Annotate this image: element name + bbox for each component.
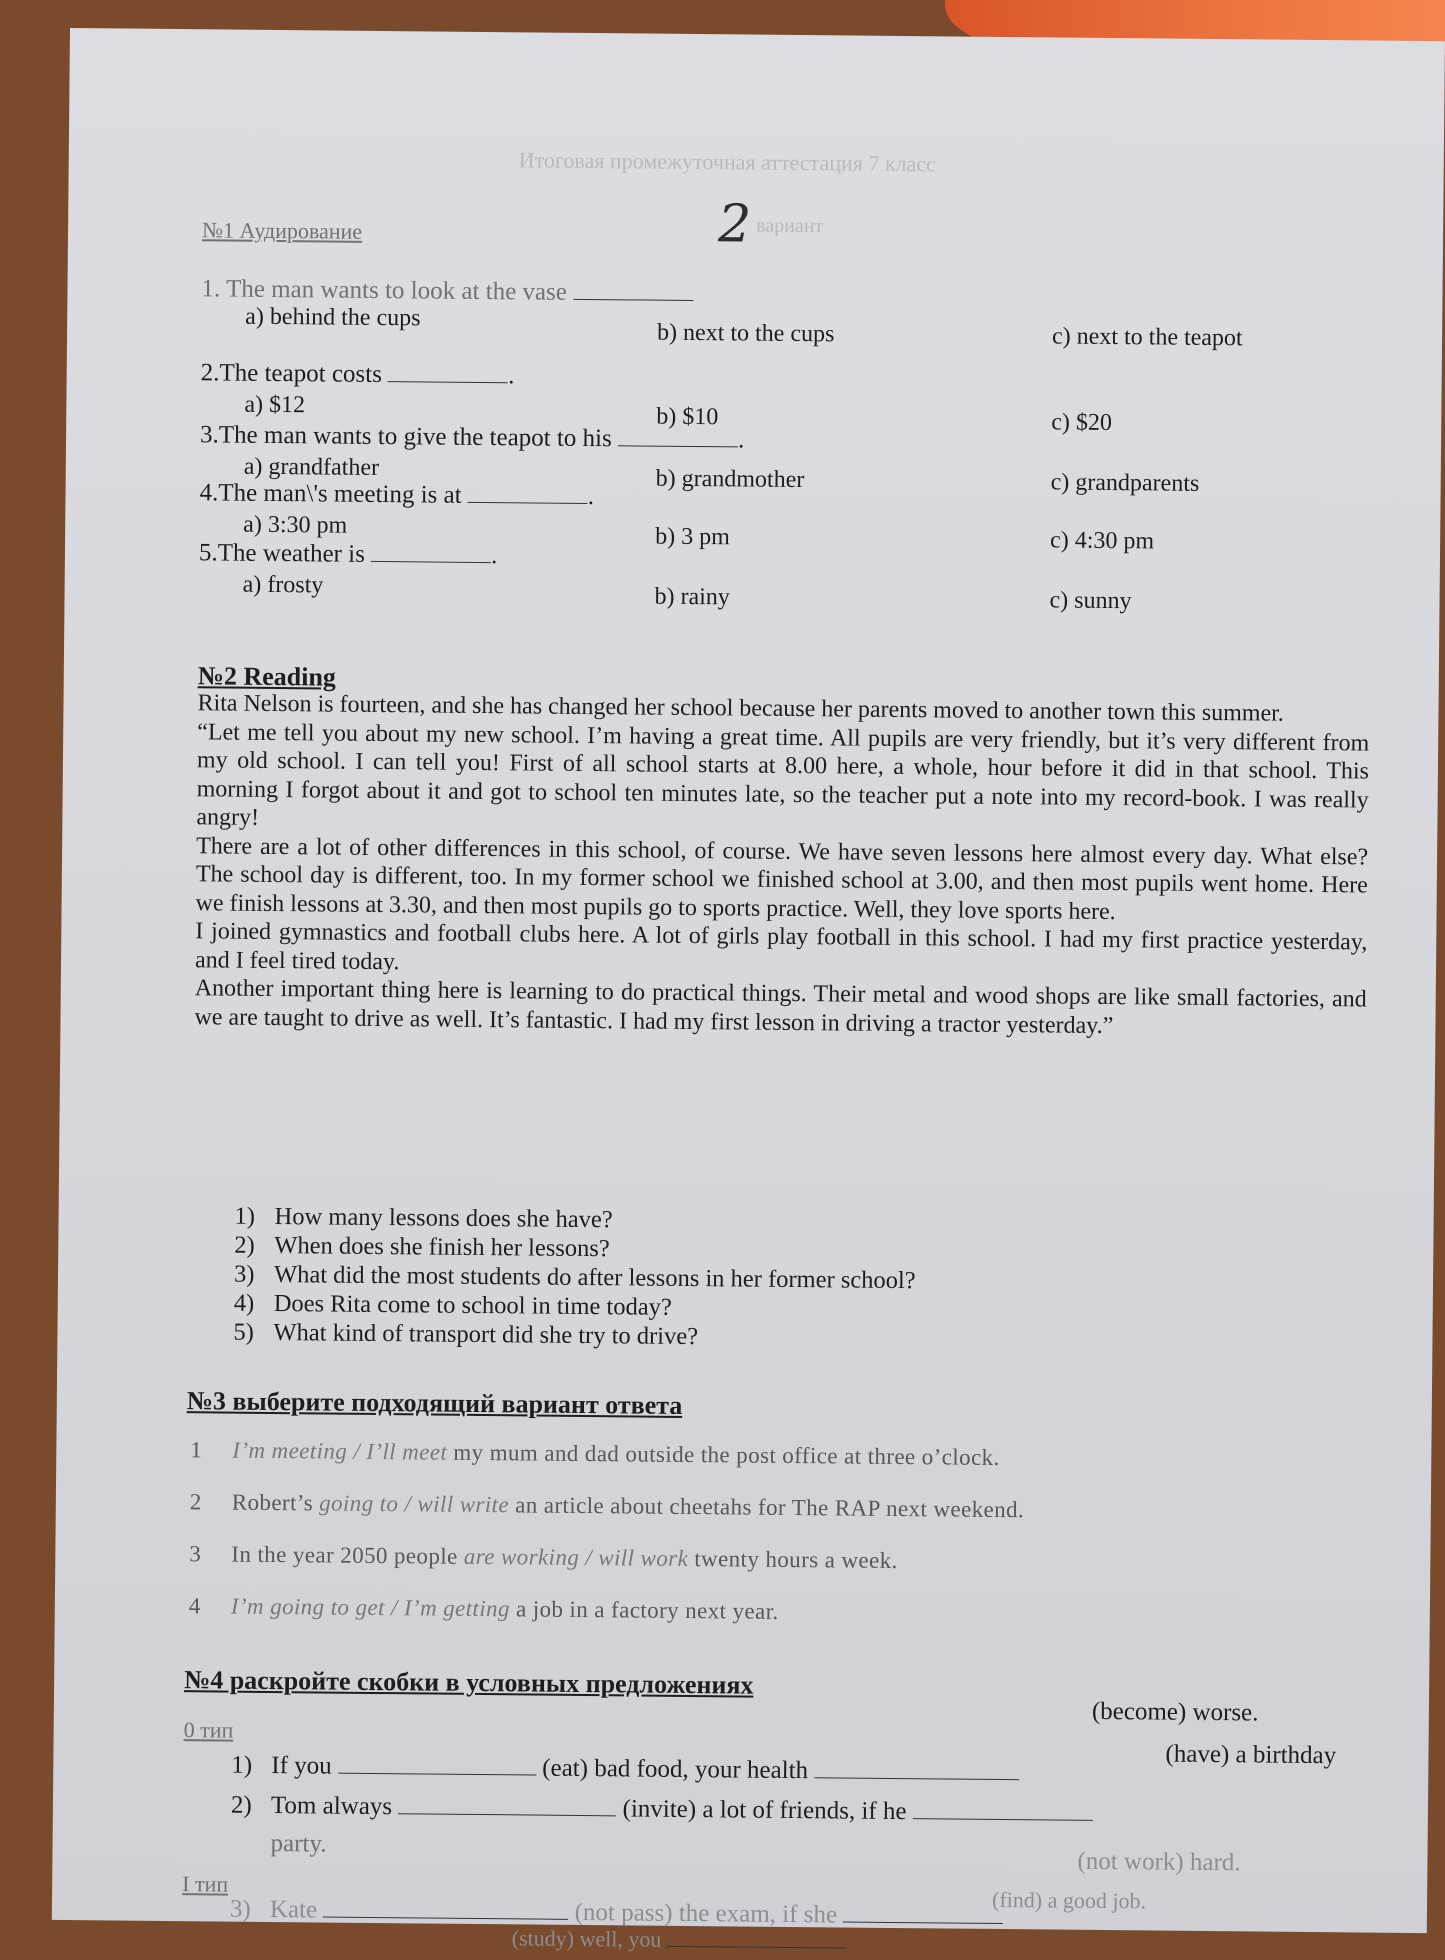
q3-option-a: a) grandfather	[243, 453, 380, 481]
q1-option-a: a) behind the cups	[245, 303, 421, 332]
exercise3-item-2: 2 Robert’s going to / will write an article about cheetahs for The RAP next weekend.	[189, 1489, 1025, 1523]
item1-bracket-become: (become) worse.	[1091, 1697, 1259, 1727]
exercise3-item-3: 3 In the year 2050 people are working / will work twenty hours a week.	[189, 1541, 898, 1574]
listening-question-3: 3.The man wants to give the teapot to his .	[199, 421, 745, 454]
reading-questions	[233, 1202, 916, 1354]
reading-paragraph: I joined gymnastics and football clubs here. A lot of girls play football in this school. I had my first practice yesterday, and I feel tired today.	[194, 918, 1368, 975]
reading-text	[194, 689, 1369, 1042]
reading-paragraph: “Let me tell you about my new school. I’m having a great time. All pupils are very friendly, but it’s very different from my old school. I can tell you! First of all school starts at 8.00 here, a whole, hour before it did in that school. This morning I forgot about it and got to school ten minutes late, so the teacher put a note into my record-book. I was really angry!	[196, 718, 1370, 831]
listening-question-2: 2.The teapot costs .	[200, 359, 515, 390]
section3-title: №3 выберите подходящий вариант ответа	[186, 1386, 683, 1420]
exercise3-item-1: 1 I’m meeting / I’ll meet my mum and dad outside the post office at three o’clock.	[190, 1437, 1000, 1470]
type0-label: 0 тип	[183, 1717, 234, 1743]
item3-bracket-not-work: (not work) hard.	[1077, 1847, 1241, 1877]
q2-option-c: c) $20	[1051, 409, 1113, 437]
reading-question: 2) When does she finish her lessons?	[234, 1231, 610, 1263]
item4-bracket-find: (find) a good job.	[991, 1886, 1147, 1914]
q3-option-c: c) grandparents	[1050, 469, 1200, 497]
worksheet-paper	[52, 28, 1445, 1952]
reading-question: 1) How many lessons does she have?	[234, 1202, 613, 1234]
reading-question: 5) What kind of transport did she try to drive?	[233, 1318, 699, 1351]
reading-paragraph: Rita Nelson is fourteen, and she has changed her school because her parents moved to another town this summer.	[197, 690, 1284, 727]
q4-option-a: a) 3:30 pm	[243, 511, 348, 539]
reading-paragraph: Another important thing here is learning to do practical things. Their metal and wood shops are like small factories, and we are taught to drive as well. It’s fantastic. I had my first lesson in driving a tractor yesterday.”	[194, 975, 1367, 1039]
q2-option-b: b) $10	[656, 403, 719, 431]
item2-bracket-have: (have) a birthday	[1165, 1740, 1337, 1770]
conditional-item-2: 2) Tom always (invite) a lot of friends, if he	[231, 1792, 1093, 1828]
reading-question: 3) What did the most students do after lessons in her former school?	[233, 1260, 916, 1295]
conditional-item-1: 1) If you (eat) bad food, your health	[231, 1752, 1019, 1788]
q4-option-b: b) 3 pm	[655, 523, 730, 551]
faded-header-title: Итоговая промежуточная аттестация 7 класс	[518, 147, 937, 177]
q1-option-b: b) next to the cups	[656, 319, 835, 348]
variant-word: вариант	[756, 214, 824, 238]
listening-question-1: 1. The man wants to look at the vase	[201, 275, 693, 308]
conditional-item-4-partial: (study) well, you	[512, 1924, 847, 1954]
q5-option-b: b) rainy	[654, 583, 731, 611]
reading-question: 4) Does Rita come to school in time today?	[233, 1289, 672, 1321]
q4-option-c: c) 4:30 pm	[1050, 527, 1155, 555]
q5-option-c: c) sunny	[1049, 587, 1132, 615]
listening-question-5: 5.The weather is .	[198, 539, 498, 570]
section1-title: №1 Аудирование	[201, 217, 363, 244]
reading-paragraph: There are a lot of other differences in this school, of course. We have seven lessons here almost every day. What else? The school day is different, too. In my former school we finished school at 3.00, and then most pupils went home. Here we finish lessons at 3.30, and then most pupils go to sports practice. Well, they love sports here.	[195, 832, 1369, 925]
conditional-item-3: 3) Kate (not pass) the exam, if she	[230, 1896, 1004, 1931]
conditional-item-2-continuation: party.	[270, 1830, 327, 1858]
variant-number: 2	[717, 194, 752, 255]
section2-title: №2 Reading	[197, 661, 337, 692]
section4-title: №4 раскройте скобки в условных предложениях	[184, 1665, 754, 1700]
q2-option-a: a) $12	[244, 391, 306, 419]
q5-option-a: a) frosty	[242, 571, 324, 599]
q1-option-c: c) next to the teapot	[1051, 323, 1243, 352]
q3-option-b: b) grandmother	[655, 465, 805, 494]
exercise3-item-4: 4 I’m going to get / I’m getting a job in a factory next year.	[188, 1593, 779, 1624]
type1-label: I тип	[182, 1871, 229, 1897]
listening-question-4: 4.The man\'s meeting is at .	[199, 479, 595, 511]
